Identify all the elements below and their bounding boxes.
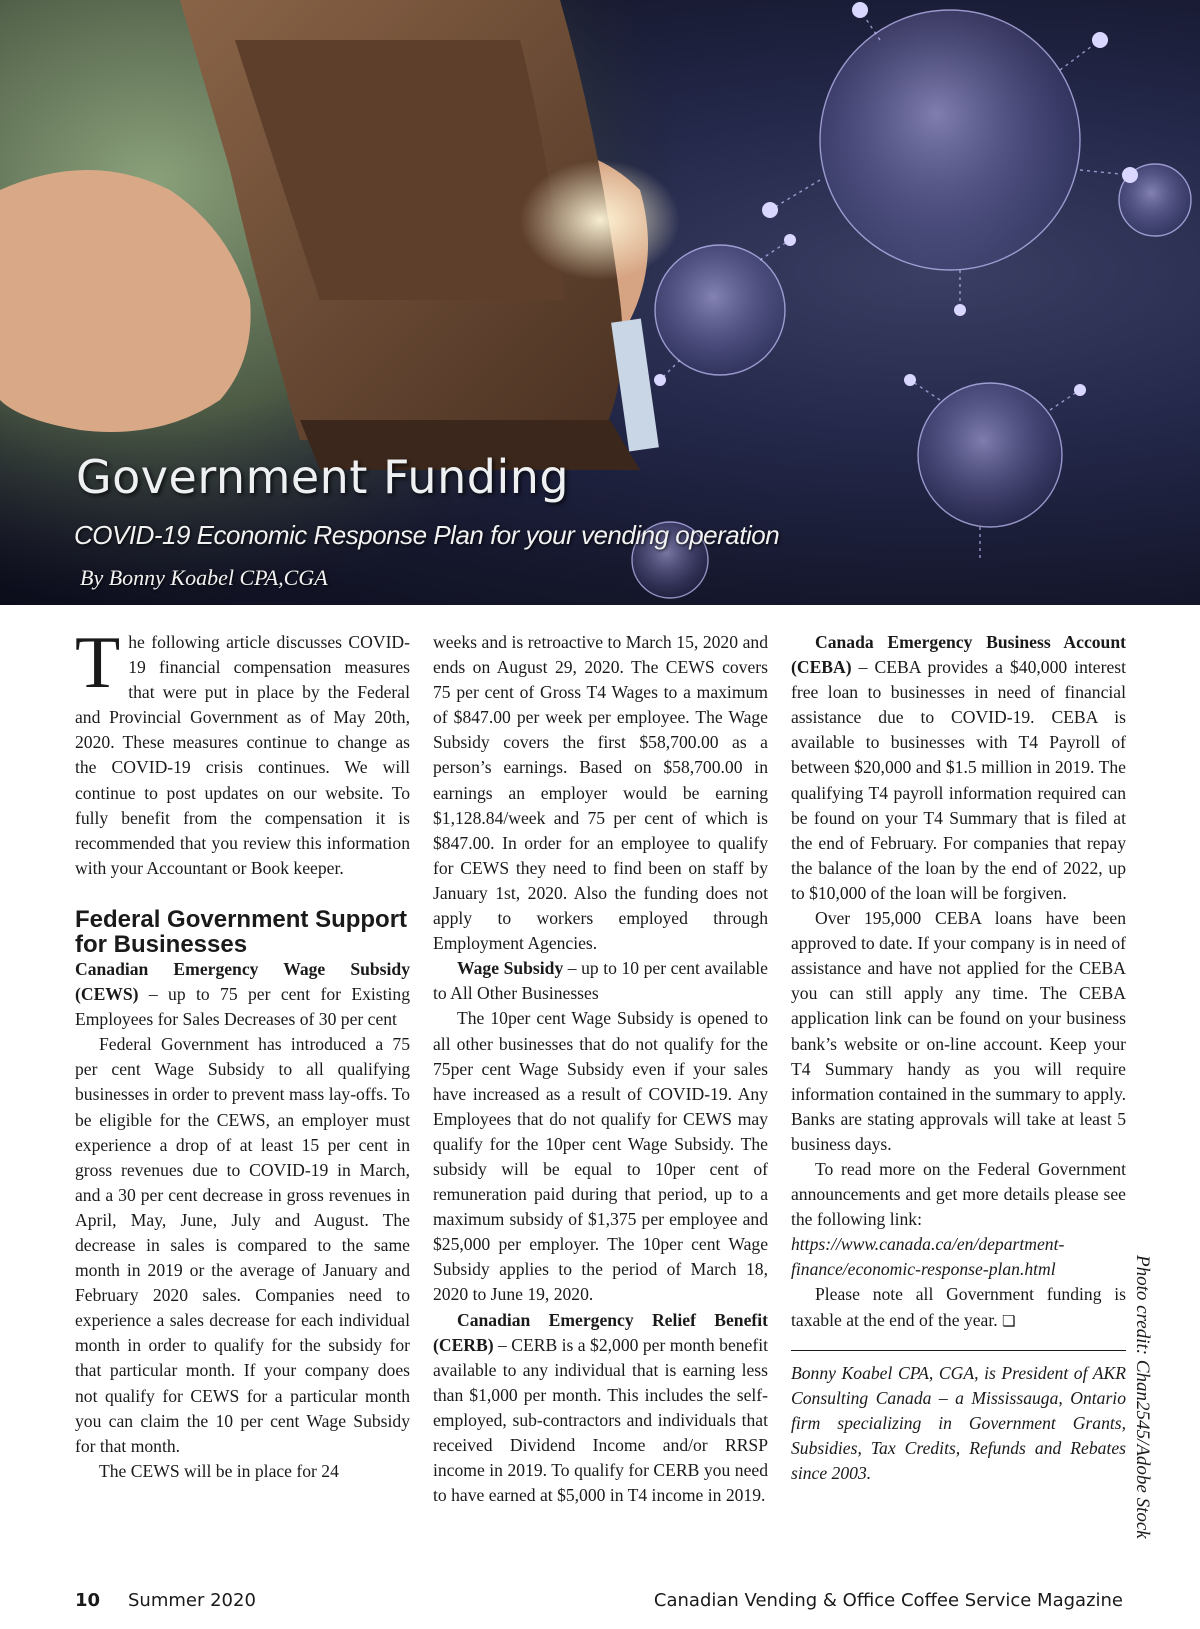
section-heading: Federal Government Support for Businesses — [75, 905, 408, 958]
ceba-paragraph — [791, 630, 1126, 906]
cews-paragraph: Federal Government has introduced a 75 per cent Wage Subsidy to all qualifying businesses in order to prevent mass lay-offs. To be eligible for the CEWS, an employer must experience a drop of at least 15 per cent in gross revenues due to COVID-19 in March, and a 30 per cent decrease in gross revenues in April, May, June, July and August. The decrease in sales is compared to the same month in 2019 or the average of January and February 2020 sales. Companies need to experience a sales decrease for each individual month in order to qualify for the subsidy for that particular month. If your company does not qualify for CEWS for a particular month you can claim the 10 per cent Wage Subsidy for that month. — [75, 1034, 410, 1456]
article-column-1 — [75, 622, 410, 1484]
author-bio: Bonny Koabel CPA, CGA, is President of AKR Consulting Canada – a Mississauga, Ontario firm specializing in Government Grants, Subsidies, Tax Credits, Refunds and Rebates since 2003. — [791, 1362, 1126, 1483]
cews-lead: – up to 75 per cent for Existing Employees for Sales Decreases of 30 per cent — [75, 984, 410, 1030]
ceba-heading: Canada Emergency Business Account (CEBA) — [791, 632, 1126, 678]
article-title: Government Funding — [76, 450, 570, 504]
article-column-3 — [791, 630, 1126, 1486]
cews-continued-paragraph: weeks and is retroactive to March 15, 2020 and ends on August 29, 2020. The CEWS covers 75 per cent of Gross T4 Wages to a maximum of $847.00 per week per employee. The Wage Subsidy covers the first $58,700.00 as a person’s earnings. Based on $58,700.00 in earnings an employer would be earning $1,128.84/week and 75 per cent of which is $847.00. In order for an employee to qualify for CEWS they need to find been on staff by January 1st, 2020. Also the funding does not apply to workers employed through Employment Agencies. — [433, 632, 768, 954]
cerb-text: – CERB is a $2,000 per month benefit available to any individual that is earning less than $1,000 per month. This includes the self-employed, sub-contractors and individuals that received Dividend Income and/or RRSP income in 2019. To qualify for CERB you need to have earned at $5,000 in T4 income in 2019. — [433, 1334, 768, 1506]
intro-paragraph — [75, 622, 410, 881]
cews-heading: Canadian Emergency Wage Subsidy (CEWS) — [75, 958, 410, 1005]
article-byline: By Bonny Koabel CPA,CGA — [80, 565, 328, 590]
issue-date: Summer 2020 — [128, 1590, 256, 1611]
article-subtitle: COVID-19 Economic Response Plan for your vending operation — [74, 520, 780, 550]
bio-divider — [791, 1350, 1126, 1351]
taxable-note: Please note all Government funding is taxable at the end of the year. — [791, 1284, 1126, 1330]
cews-heading-paragraph — [75, 957, 410, 1032]
ceba-loans-paragraph: Over 195,000 CEBA loans have been approved to date. If your company is in need of assistance and have not applied for the CEBA you can still apply any time. The CEBA application link can be found on your business bank’s website or on-line account. Keep your T4 Summary handy as you will require information contained in the summary to apply. Banks are stating approvals will take at least 5 business days. — [791, 908, 1126, 1154]
cews-duration-paragraph: The CEWS will be in place for 24 — [99, 1460, 339, 1481]
wage-subsidy-heading: Wage Subsidy — [457, 958, 564, 979]
wage-subsidy-lead: – up to 10 per cent available to All Other Businesses — [433, 958, 768, 1004]
end-mark-icon: ❏ — [1002, 1311, 1016, 1330]
cerb-paragraph — [433, 1308, 768, 1509]
hero-banner — [0, 0, 1200, 605]
hero-illustration — [0, 0, 1200, 605]
page-number: 10 — [75, 1590, 101, 1611]
drop-cap: T — [75, 622, 121, 704]
intro-text: he following article discusses COVID-19 financial compensation measures that were put in place by the Federal and Provincial Government as of May 20th, 2020. These measures continue to change as the COVID-19 crisis continues. We will continue to post updates on our website. To fully benefit from the compensation it is recommended that you review this information with your Accountant or Book keeper. — [75, 632, 410, 878]
wage-subsidy-paragraph: The 10per cent Wage Subsidy is opened to all other businesses that do not qualify for the 75per cent Wage Subsidy even if your sales have increased as a result of COVID-19. Any Employees that do not qualify for CEWS may qualify for the 10per cent Wage Subsidy. The subsidy will be equal to 10per cent of remuneration paid during that period, up to a maximum subsidy of $1,375 per employee and $25,000 per employer. The 10per cent Wage Subsidy applies to the period of March 18, 2020 to June 19, 2020. — [433, 1008, 768, 1305]
page-footer — [75, 1590, 1123, 1614]
wage-subsidy-heading-paragraph — [433, 956, 768, 1006]
photo-credit: Photo credit: Chan2545/Adobe Stock — [1132, 1255, 1153, 1539]
government-link[interactable]: https://www.canada.ca/en/department-finance/economic-response-plan.html — [791, 1234, 1065, 1280]
article-column-2 — [433, 630, 768, 1508]
ceba-text: – CEBA provides a $40,000 interest free loan to businesses in need of financial assistance due to COVID-19. CEBA is available to businesses with T4 Payroll of between $20,000 and $1.5 million in 2019. The qualifying T4 payroll information required can be found on your T4 Summary that is filed at the end of February. For companies that repay the balance of the loan by the end of 2022, up to $10,000 of the loan will be forgiven. — [791, 657, 1126, 903]
cerb-heading: Canadian Emergency Relief Benefit (CERB) — [433, 1309, 768, 1355]
read-more-paragraph: To read more on the Federal Government announcements and get more details please see the following link: — [791, 1158, 1126, 1230]
magazine-name: Canadian Vending & Office Coffee Service Magazine — [653, 1590, 1123, 1611]
taxable-note-paragraph — [791, 1282, 1126, 1333]
